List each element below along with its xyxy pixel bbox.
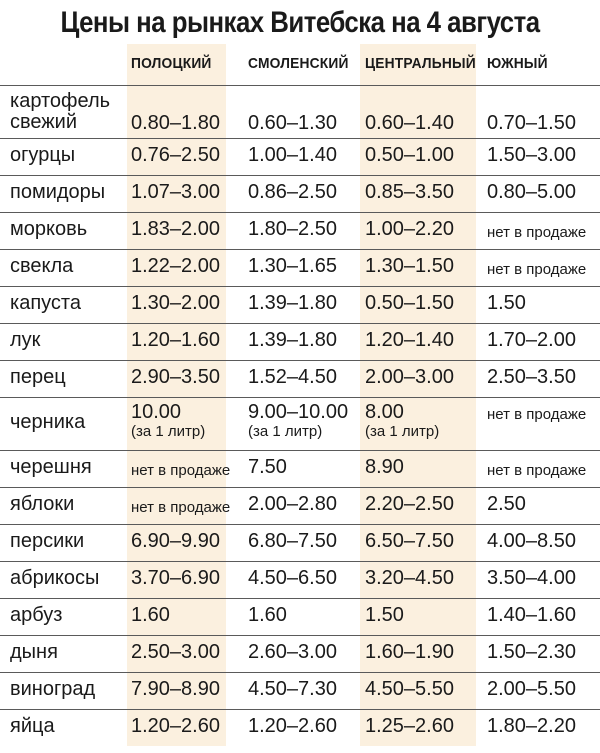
product-name: абрикосы [10, 566, 100, 589]
price-value: 2.00–2.80 [248, 493, 337, 515]
table-row [0, 212, 600, 249]
price-value: 1.50–2.30 [487, 641, 576, 663]
product-name: арбуз [10, 603, 63, 626]
price-cell-south [487, 145, 576, 166]
price-value: 7.50 [248, 456, 287, 478]
price-cell-central [365, 293, 454, 314]
price-cell-smolensky [248, 330, 337, 351]
price-cell-polotsky [131, 642, 220, 663]
price-value: 1.30–1.50 [365, 255, 454, 277]
price-cell-south [487, 605, 576, 626]
price-cell-smolensky [248, 716, 337, 737]
column-header-central: ЦЕНТРАЛЬНЫЙ [365, 55, 476, 72]
price-cell-central [365, 145, 454, 166]
price-value: 0.80–1.80 [131, 112, 220, 134]
price-cell-smolensky [248, 219, 337, 240]
product-name: картофель свежий [10, 90, 111, 133]
price-cell-central [365, 330, 454, 351]
price-value: 0.70–1.50 [487, 112, 576, 134]
price-value: 1.50 [365, 604, 404, 626]
table-row [0, 249, 600, 286]
price-value: 0.50–1.50 [365, 292, 454, 314]
price-cell-south [487, 330, 576, 351]
price-value: 1.22–2.00 [131, 255, 220, 277]
price-value: нет в продаже [131, 462, 231, 479]
price-cell-polotsky [131, 330, 220, 351]
price-cell-central [365, 679, 454, 700]
price-value: 1.83–2.00 [131, 218, 220, 240]
price-cell-smolensky [248, 457, 287, 478]
price-value: 1.60 [131, 604, 170, 626]
product-name: персики [10, 529, 85, 552]
price-cell-central [365, 531, 454, 552]
price-cell-south [487, 259, 586, 280]
price-value: 1.50 [487, 292, 526, 314]
price-cell-central [365, 402, 439, 441]
product-name: черешня [10, 455, 92, 478]
price-cell-polotsky [131, 402, 205, 441]
price-value: 4.50–6.50 [248, 567, 337, 589]
price-value: 1.20–1.40 [365, 329, 454, 351]
price-cell-smolensky [248, 367, 337, 388]
table-row [0, 524, 600, 561]
price-cell-polotsky [131, 219, 220, 240]
price-value: 4.50–7.30 [248, 678, 337, 700]
price-cell-smolensky [248, 113, 337, 134]
price-cell-smolensky [248, 256, 337, 277]
price-cell-south [487, 568, 576, 589]
price-value: 1.07–3.00 [131, 181, 220, 203]
price-cell-smolensky [248, 494, 337, 515]
price-value: 2.90–3.50 [131, 366, 220, 388]
price-cell-polotsky [131, 113, 220, 134]
price-value: 6.50–7.50 [365, 530, 454, 552]
table-row [0, 397, 600, 450]
price-value: 1.80–2.50 [248, 218, 337, 240]
price-cell-south [487, 113, 576, 134]
price-value: 2.60–3.00 [248, 641, 337, 663]
price-cell-smolensky [248, 679, 337, 700]
price-cell-polotsky [131, 679, 220, 700]
price-cell-polotsky [131, 716, 220, 737]
price-value: 1.60–1.90 [365, 641, 454, 663]
price-cell-smolensky [248, 182, 337, 203]
price-value: 6.80–7.50 [248, 530, 337, 552]
price-cell-central [365, 457, 404, 478]
price-cell-south [487, 404, 586, 425]
price-value: 6.90–9.90 [131, 530, 220, 552]
price-value: нет в продаже [487, 261, 587, 278]
price-cell-south [487, 182, 576, 203]
price-cell-smolensky [248, 145, 337, 166]
product-name: виноград [10, 677, 96, 700]
column-header-south: ЮЖНЫЙ [487, 55, 548, 72]
price-value: 2.00–3.00 [365, 366, 454, 388]
price-cell-central [365, 256, 454, 277]
page-title: Цены на рынках Витебска на 4 августа [60, 6, 540, 39]
product-name: огурцы [10, 143, 76, 166]
price-value: 4.50–5.50 [365, 678, 454, 700]
price-cell-central [365, 494, 454, 515]
price-cell-polotsky [131, 460, 230, 481]
price-value: нет в продаже [131, 499, 231, 516]
product-name: помидоры [10, 180, 106, 203]
price-value: 2.50–3.50 [487, 366, 576, 388]
product-name: лук [10, 328, 41, 351]
price-value: 1.20–2.60 [248, 715, 337, 737]
price-value: 1.60 [248, 604, 287, 626]
price-cell-central [365, 182, 454, 203]
price-value: 0.80–5.00 [487, 181, 576, 203]
price-cell-south [487, 531, 576, 552]
price-value: 1.80–2.20 [487, 715, 576, 737]
price-value: 1.00–2.20 [365, 218, 454, 240]
price-value: 3.20–4.50 [365, 567, 454, 589]
price-value: 0.76–2.50 [131, 144, 220, 166]
price-note: (за 1 литр) [131, 423, 206, 440]
price-value: 1.30–1.65 [248, 255, 337, 277]
table-row [0, 635, 600, 672]
table-row [0, 360, 600, 397]
price-value: 1.30–2.00 [131, 292, 220, 314]
price-value: 1.39–1.80 [248, 329, 337, 351]
price-cell-south [487, 716, 576, 737]
price-cell-polotsky [131, 497, 230, 518]
price-cell-smolensky [248, 293, 337, 314]
price-value: 1.20–2.60 [131, 715, 220, 737]
product-name: яблоки [10, 492, 75, 515]
price-cell-polotsky [131, 605, 170, 626]
price-value: 3.70–6.90 [131, 567, 220, 589]
price-value: 8.90 [365, 456, 404, 478]
price-value: 1.40–1.60 [487, 604, 576, 626]
price-value: нет в продаже [487, 406, 587, 423]
price-cell-polotsky [131, 182, 220, 203]
table-row [0, 487, 600, 524]
price-value: 10.00 [131, 401, 182, 423]
price-value: 1.39–1.80 [248, 292, 337, 314]
price-value: 9.00–10.00 [248, 401, 349, 423]
product-name: черника [10, 410, 86, 433]
product-name: морковь [10, 217, 88, 240]
price-note: (за 1 литр) [248, 423, 323, 440]
price-value: 1.50–3.00 [487, 144, 576, 166]
table-row [0, 450, 600, 487]
product-name: дыня [10, 640, 58, 663]
price-value: 2.50–3.00 [131, 641, 220, 663]
table-row [0, 561, 600, 598]
price-cell-smolensky [248, 402, 348, 441]
price-value: 1.20–1.60 [131, 329, 220, 351]
price-cell-central [365, 367, 454, 388]
price-value: нет в продаже [487, 462, 587, 479]
table-row [0, 138, 600, 175]
price-value: 0.60–1.30 [248, 112, 337, 134]
price-value: 1.70–2.00 [487, 329, 576, 351]
table-row [0, 598, 600, 635]
table-row [0, 672, 600, 709]
price-value: 2.20–2.50 [365, 493, 454, 515]
price-cell-polotsky [131, 568, 220, 589]
product-name: перец [10, 365, 66, 388]
table-header [0, 44, 600, 85]
table-row [0, 85, 600, 138]
price-value: 0.60–1.40 [365, 112, 454, 134]
product-name: капуста [10, 291, 81, 314]
table-row [0, 709, 600, 746]
price-cell-south [487, 460, 586, 481]
price-cell-smolensky [248, 531, 337, 552]
column-header-polotsky: ПОЛОЦКИЙ [131, 55, 212, 72]
price-table [0, 44, 600, 746]
price-cell-central [365, 113, 454, 134]
price-value: 2.50 [487, 493, 526, 515]
table-row [0, 175, 600, 212]
table-row [0, 323, 600, 360]
price-cell-central [365, 219, 454, 240]
product-name: свекла [10, 254, 74, 277]
product-name: яйца [10, 714, 55, 737]
price-value: 1.52–4.50 [248, 366, 337, 388]
price-value: 1.00–1.40 [248, 144, 337, 166]
price-value: 0.50–1.00 [365, 144, 454, 166]
price-cell-polotsky [131, 367, 220, 388]
price-cell-south [487, 494, 526, 515]
price-cell-south [487, 293, 526, 314]
price-cell-polotsky [131, 145, 220, 166]
price-cell-polotsky [131, 293, 220, 314]
price-value: 1.25–2.60 [365, 715, 454, 737]
price-cell-smolensky [248, 568, 337, 589]
price-value: 7.90–8.90 [131, 678, 220, 700]
column-header-smolensky: СМОЛЕНСКИЙ [248, 55, 349, 72]
price-value: 2.00–5.50 [487, 678, 576, 700]
price-cell-central [365, 605, 404, 626]
price-cell-south [487, 642, 576, 663]
price-cell-south [487, 679, 576, 700]
price-value: 3.50–4.00 [487, 567, 576, 589]
price-cell-central [365, 716, 454, 737]
price-value: 8.00 [365, 401, 404, 423]
price-cell-smolensky [248, 642, 337, 663]
price-cell-south [487, 367, 576, 388]
price-note: (за 1 литр) [365, 423, 440, 440]
price-value: 0.86–2.50 [248, 181, 337, 203]
price-cell-polotsky [131, 531, 220, 552]
price-value: 4.00–8.50 [487, 530, 576, 552]
price-cell-south [487, 222, 586, 243]
price-cell-central [365, 568, 454, 589]
table-row [0, 286, 600, 323]
price-value: нет в продаже [487, 224, 587, 241]
price-cell-central [365, 642, 454, 663]
price-cell-polotsky [131, 256, 220, 277]
price-value: 0.85–3.50 [365, 181, 454, 203]
price-cell-smolensky [248, 605, 287, 626]
